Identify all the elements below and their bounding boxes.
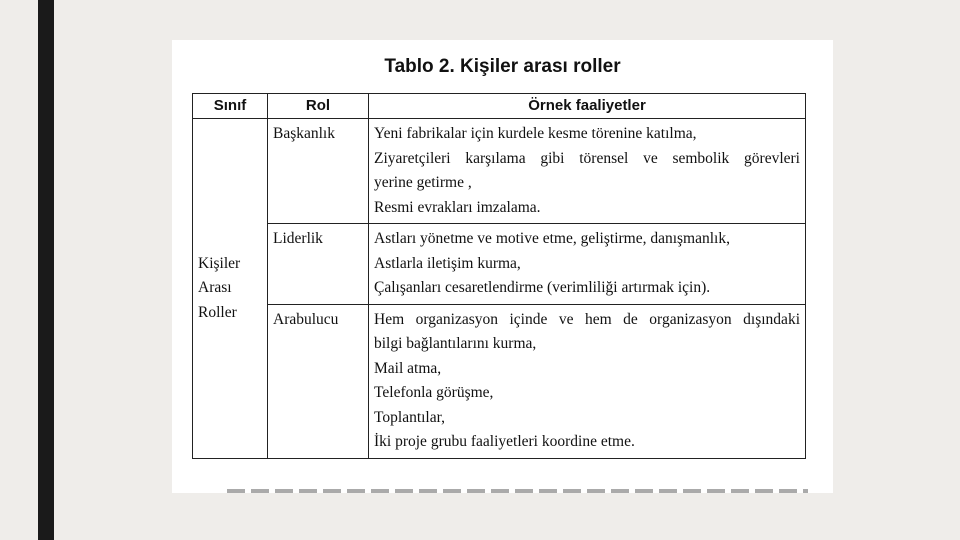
faaliyet-line: Resmi evrakları imzalama. (374, 198, 541, 216)
cropped-footer-text (227, 489, 808, 493)
faaliyet-line: Astları yönetme ve motive etme, geliştirme, danışmanlık, (374, 230, 730, 247)
sinif-line: Roller (198, 303, 237, 321)
faaliyet-line: Toplantılar, (374, 408, 446, 426)
faaliyet-line: yerine getirme , (374, 174, 472, 191)
faaliyet-line: Yeni fabrikalar için kurdele kesme törenine katılma, (374, 125, 697, 142)
side-accent-bar (38, 0, 54, 540)
faaliyet-line: İki proje grubu faaliyetleri koordine etme. (374, 433, 635, 450)
table-header-row (193, 94, 806, 119)
roles-table (192, 93, 806, 459)
faaliyet-line: Hem organizasyon içinde ve hem de organizasyon dışındaki (374, 310, 800, 328)
sinif-line: Kişiler (198, 254, 241, 272)
faaliyet-line: Astlarla iletişim kurma, (374, 254, 521, 272)
table-row (193, 304, 806, 458)
faaliyet-line: Çalışanları cesaretlendirme (verimliliği artırmak için). (374, 279, 711, 296)
header-sinif: Sınıf (193, 94, 268, 119)
table-title: Tablo 2. Kişiler arası roller (384, 56, 621, 77)
faaliyet-cell (369, 304, 806, 458)
header-ornek-faaliyetler: Örnek faaliyetler (369, 94, 806, 119)
rol-cell-arabulucu: Arabulucu (268, 304, 369, 458)
sinif-cell (193, 119, 268, 459)
faaliyet-line: Mail atma, (374, 359, 442, 377)
faaliyet-line: bilgi bağlantılarını kurma, (374, 335, 537, 352)
table-image (172, 40, 833, 493)
faaliyet-cell (369, 119, 806, 224)
faaliyet-line: Ziyaretçileri karşılama gibi törensel ve sembolik görevleri (374, 149, 800, 167)
faaliyet-line: Telefonla görüşme, (374, 384, 494, 401)
header-rol: Rol (268, 94, 369, 119)
table-row (193, 224, 806, 305)
rol-cell-baskanlik: Başkanlık (268, 119, 369, 224)
faaliyet-cell (369, 224, 806, 305)
sinif-line: Arası (198, 279, 232, 296)
table-row (193, 119, 806, 224)
rol-cell-liderlik: Liderlik (268, 224, 369, 305)
